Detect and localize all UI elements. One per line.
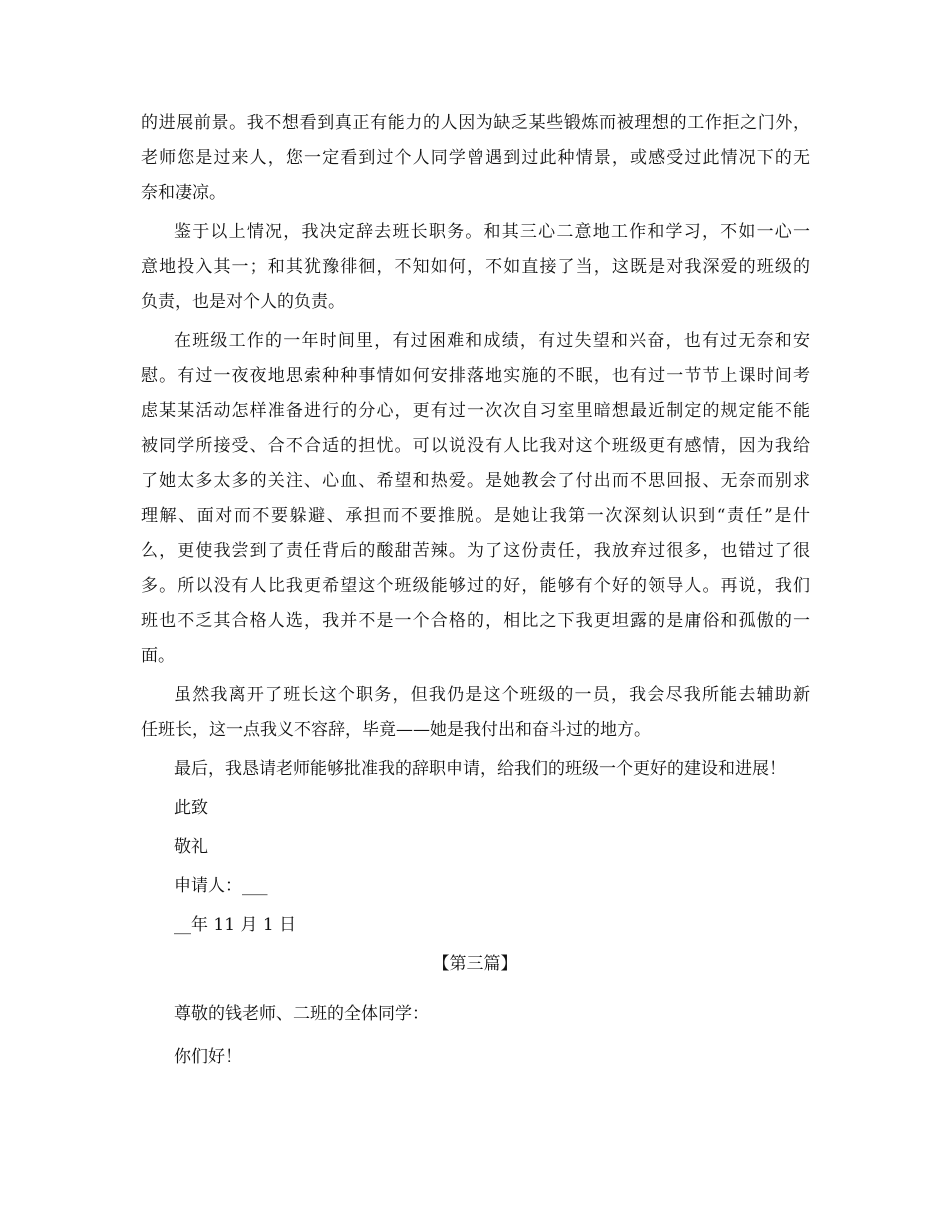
paragraph-3-line-10: 面。: [141, 646, 175, 666]
paragraph-1-line-3: 奈和凄凉。: [141, 183, 226, 203]
paragraph-4-line-1: 虽然我离开了班长这个职务，但我仍是这个班级的一员，我会尽我所能去辅助新: [174, 685, 810, 705]
paragraph-2-line-3: 负责，也是对个人的负责。: [141, 292, 345, 312]
paragraph-3-line-6: 理解、面对而不要躲避、承担而不要推脱。是她让我第一次深刻认识到“责任”是什: [141, 506, 810, 526]
date-line: __年 11 月 1 日: [174, 915, 297, 935]
paragraph-4-line-2: 任班长，这一点我义不容辞，毕竟——她是我付出和奋斗过的地方。: [141, 720, 651, 740]
applicant-line: 申请人：___: [174, 876, 268, 896]
paragraph-3-line-1: 在班级工作的一年时间里，有过困难和成绩，有过失望和兴奋，也有过无奈和安: [174, 331, 810, 351]
paragraph-5: 最后，我恳请老师能够批准我的辞职申请，给我们的班级一个更好的建设和进展！: [174, 759, 786, 779]
paragraph-3-line-4: 被同学所接受、合不合适的担忧。可以说没有人比我对这个班级更有感情，因为我给: [141, 436, 810, 456]
paragraph-3-line-2: 慰。有过一夜夜地思索种种事情如何安排落地实施的不眠，也有过一节节上课时间考: [141, 366, 810, 386]
paragraph-3-line-8: 多。所以没有人比我更希望这个班级能够过的好，能够有个好的领导人。再说，我们: [141, 576, 810, 596]
section-title: 【第三篇】: [432, 954, 518, 974]
paragraph-2-line-2: 意地投入其一；和其犹豫徘徊，不知如何，不如直接了当，这既是对我深爱的班级的: [141, 257, 810, 277]
paragraph-3-line-3: 虑某某活动怎样准备进行的分心，更有过一次次自习室里暗想最近制定的规定能不能: [141, 401, 810, 421]
paragraph-1-line-1: 的进展前景。我不想看到真正有能力的人因为缺乏某些锻炼而被理想的工作拒之门外，: [141, 113, 810, 133]
greeting: 你们好！: [174, 1047, 242, 1067]
paragraph-2-line-1: 鉴于以上情况，我决定辞去班长职务。和其三心二意地工作和学习，不如一心一: [174, 222, 810, 242]
paragraph-3-line-7: 么，更使我尝到了责任背后的酸甜苦辣。为了这份责任，我放弃过很多，也错过了很: [141, 541, 810, 561]
salutation: 尊敬的钱老师、二班的全体同学：: [174, 1004, 429, 1024]
paragraph-3-line-5: 了她太多太多的关注、心血、希望和热爱。是她教会了付出而不思回报、无奈而别求: [141, 471, 810, 491]
paragraph-1-line-2: 老师您是过来人，您一定看到过个人同学曾遇到过此种情景，或感受过此情况下的无: [141, 148, 810, 168]
paragraph-3-line-9: 班也不乏其合格人选，我并不是一个合格的，相比之下我更坦露的是庸俗和孤傲的一: [141, 611, 810, 631]
closing-cizhi: 此致: [174, 798, 208, 818]
closing-jingli: 敬礼: [174, 837, 208, 857]
